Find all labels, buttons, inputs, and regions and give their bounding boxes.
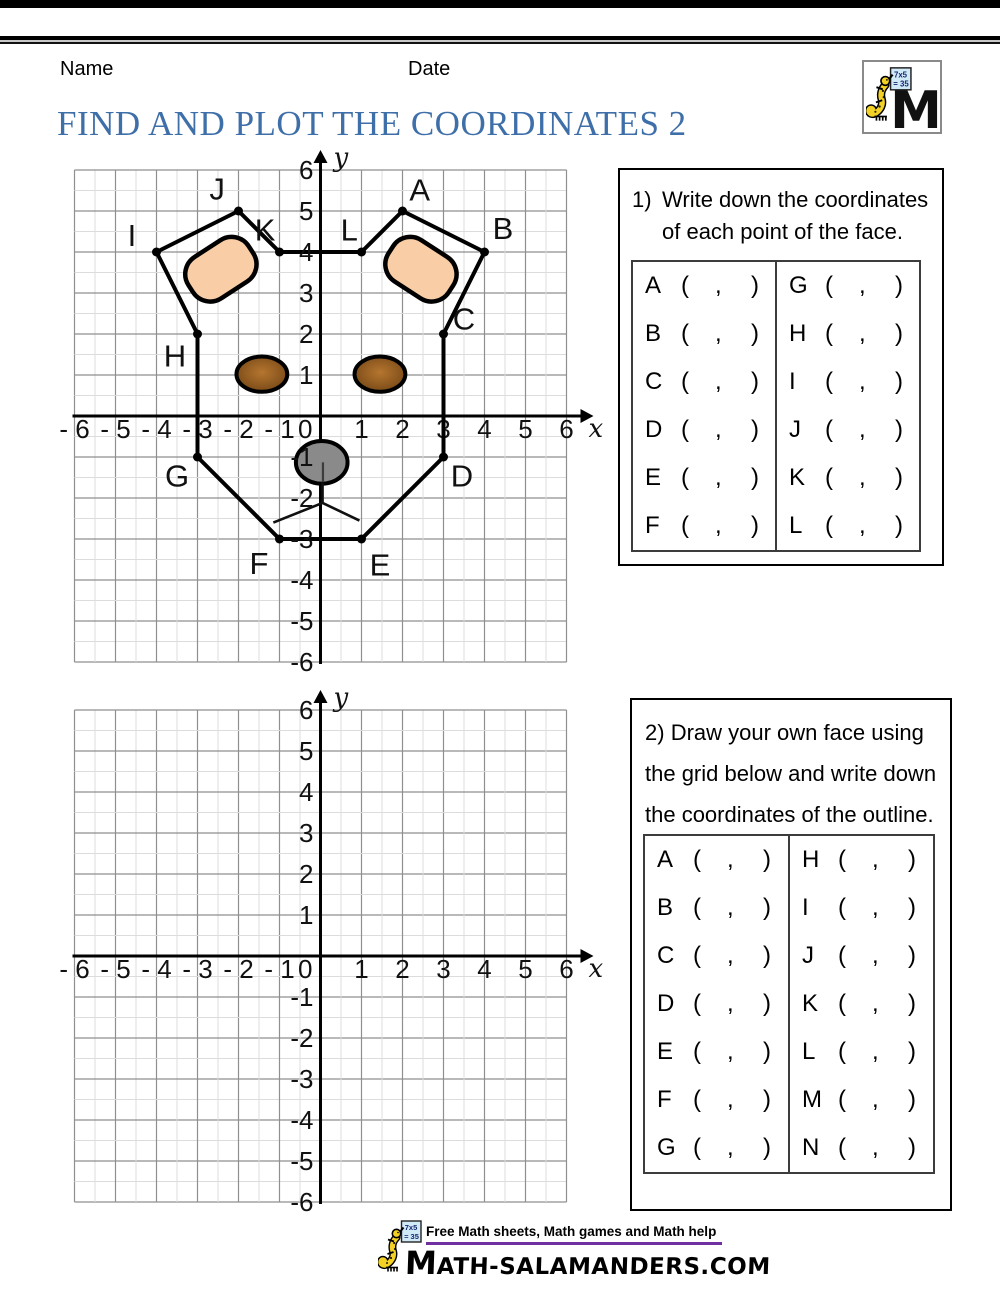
coords-table-2-letter-I: I: [802, 894, 809, 921]
coords-table-2-comma-L: ,: [872, 1038, 879, 1065]
coords-table-2-letter-N: N: [802, 1134, 820, 1161]
question-2-text: [645, 712, 936, 835]
coords-table-2-close-paren-K: ): [908, 990, 916, 1017]
coords-table-2-open-paren-C: (: [693, 942, 701, 969]
x-axis-letter: x: [588, 954, 604, 984]
coords-table-2-row-H: [790, 836, 933, 884]
coords-table-1-letter-I: I: [789, 368, 796, 395]
point-A: [398, 207, 407, 216]
coords-table-2-row-A: [645, 836, 788, 884]
x-tick-6: 6: [559, 954, 574, 984]
coords-table-1-letter-G: G: [789, 272, 808, 299]
coords-table-2-letter-H: H: [802, 846, 820, 873]
point-label-D: D: [450, 458, 474, 494]
coords-table-1-close-paren-H: ): [895, 320, 903, 347]
coords-table-1-row-B: [633, 310, 775, 358]
question-2-line-3: the coordinates of the outline.: [645, 802, 934, 827]
coords-table-1-open-paren-K: (: [825, 464, 833, 491]
coords-table-2-comma-D: ,: [727, 990, 734, 1017]
coords-table-1-close-paren-K: ): [895, 464, 903, 491]
point-label-K: K: [254, 212, 276, 248]
coords-table-1-open-paren-D: (: [681, 416, 689, 443]
x-tick-4: 4: [477, 414, 492, 444]
coords-table-1-open-paren-L: (: [825, 512, 833, 539]
coords-table-1-comma-B: ,: [715, 320, 722, 347]
point-F: [275, 535, 284, 544]
left-eye: [236, 357, 287, 392]
coords-table-1-open-paren-C: (: [681, 368, 689, 395]
coords-table-1-comma-G: ,: [859, 272, 866, 299]
x-tick-2: 2: [395, 414, 410, 444]
coords-table-1-close-paren-E: ): [751, 464, 759, 491]
coords-table-1-letter-K: K: [789, 464, 806, 491]
coords-table-1-row-I: [777, 358, 919, 406]
y-tick-6: 6: [299, 155, 314, 185]
coords-table-1-open-paren-F: (: [681, 512, 689, 539]
coords-table-1-close-paren-I: ): [895, 368, 903, 395]
x-tick--3: - 3: [182, 414, 213, 444]
point-G: [193, 453, 202, 462]
x-tick--2: - 2: [223, 414, 254, 444]
coordinates-table-1: [631, 260, 921, 552]
coords-table-2-row-B: [645, 884, 788, 932]
x-tick-1: 1: [354, 414, 369, 444]
point-D: [439, 453, 448, 462]
point-L: [357, 248, 366, 257]
coords-table-1-close-paren-F: ): [751, 512, 759, 539]
point-K: [275, 248, 284, 257]
coords-table-1-row-D: [633, 406, 775, 454]
y-tick--5: -5: [290, 606, 314, 636]
coords-table-2-open-paren-I: (: [838, 894, 846, 921]
x-tick-2: 2: [395, 954, 410, 984]
x-tick--2: - 2: [223, 954, 254, 984]
coords-table-2-open-paren-D: (: [693, 990, 701, 1017]
y-axis-arrow: [314, 690, 328, 703]
coords-table-2-open-paren-G: (: [693, 1134, 701, 1161]
question-1-number: 1): [632, 187, 652, 212]
coords-table-2-comma-C: ,: [727, 942, 734, 969]
coords-table-1-comma-D: ,: [715, 416, 722, 443]
coords-table-2-row-E: [645, 1028, 788, 1076]
point-B: [480, 248, 489, 257]
coords-table-2-open-paren-L: (: [838, 1038, 846, 1065]
coords-table-1-close-paren-G: ): [895, 272, 903, 299]
coords-table-2-row-L: [790, 1028, 933, 1076]
x-tick-5: 5: [518, 414, 533, 444]
coords-table-2-col-2: [788, 836, 933, 1172]
coords-table-1-close-paren-J: ): [895, 416, 903, 443]
page-title: FIND AND PLOT THE COORDINATES 2: [57, 104, 687, 143]
coords-table-1-letter-H: H: [789, 320, 807, 347]
coords-table-2-row-I: [790, 884, 933, 932]
right-eye: [355, 357, 406, 392]
coords-table-2-open-paren-F: (: [693, 1086, 701, 1113]
coords-table-2-comma-E: ,: [727, 1038, 734, 1065]
coords-table-1-open-paren-E: (: [681, 464, 689, 491]
coords-table-2-open-paren-K: (: [838, 990, 846, 1017]
coords-table-1-close-paren-A: ): [751, 272, 759, 299]
coords-table-2-row-D: [645, 980, 788, 1028]
coords-table-2-col-1: [645, 836, 788, 1172]
point-label-I: I: [127, 217, 137, 253]
logo-m-glyph: M: [890, 81, 942, 134]
coords-table-1-close-paren-D: ): [751, 416, 759, 443]
x-tick-3: 3: [436, 954, 451, 984]
grid-1: [59, 143, 603, 677]
coords-table-1-row-A: [633, 262, 775, 310]
coords-table-2-comma-J: ,: [872, 942, 879, 969]
coords-table-2-comma-B: ,: [727, 894, 734, 921]
coords-table-1-letter-J: J: [789, 416, 801, 443]
y-tick--2: -2: [290, 483, 314, 513]
y-tick--6: -6: [290, 1187, 314, 1217]
coords-table-1-open-paren-G: (: [825, 272, 833, 299]
x-axis-letter: x: [588, 414, 604, 444]
y-axis-letter: y: [333, 143, 349, 173]
y-axis-letter: y: [333, 683, 349, 713]
x-tick-5: 5: [518, 954, 533, 984]
y-axis-arrow: [314, 150, 328, 163]
coords-table-1-open-paren-I: (: [825, 368, 833, 395]
question-1-box: [618, 168, 944, 566]
y-tick--1: -1: [290, 442, 314, 472]
coords-table-2-close-paren-E: ): [763, 1038, 771, 1065]
coords-table-2-close-paren-C: ): [763, 942, 771, 969]
coords-table-2-close-paren-A: ): [763, 846, 771, 873]
point-label-A: A: [409, 172, 431, 208]
y-tick--3: -3: [290, 524, 314, 554]
coords-table-1-comma-I: ,: [859, 368, 866, 395]
point-label-L: L: [340, 212, 358, 248]
y-tick--5: -5: [290, 1146, 314, 1176]
point-label-J: J: [209, 171, 225, 207]
y-tick--1: -1: [290, 982, 314, 1012]
coords-table-2-row-G: [645, 1124, 788, 1172]
coords-table-2-row-K: [790, 980, 933, 1028]
coords-table-1-comma-A: ,: [715, 272, 722, 299]
y-tick--4: -4: [290, 1105, 314, 1135]
coords-table-2-close-paren-L: ): [908, 1038, 916, 1065]
coords-table-2-open-paren-B: (: [693, 894, 701, 921]
x-tick-3: 3: [436, 414, 451, 444]
point-label-E: E: [369, 547, 391, 583]
coords-table-1-row-H: [777, 310, 919, 358]
coords-table-1-comma-E: ,: [715, 464, 722, 491]
y-tick-6: 6: [299, 695, 314, 725]
coords-table-1-letter-C: C: [645, 368, 663, 395]
coords-table-1-letter-E: E: [645, 464, 662, 491]
point-label-F: F: [249, 545, 269, 581]
coords-table-2-open-paren-N: (: [838, 1134, 846, 1161]
point-J: [234, 207, 243, 216]
x-tick-0: 0: [298, 414, 313, 444]
point-label-H: H: [163, 338, 187, 374]
y-tick--3: -3: [290, 1064, 314, 1094]
coords-table-2-letter-B: B: [657, 894, 674, 921]
coords-table-2-open-paren-J: (: [838, 942, 846, 969]
coords-table-1-letter-D: D: [645, 416, 663, 443]
point-label-C: C: [452, 301, 476, 337]
footer-site-rest: ATH-SALAMANDERS.COM: [436, 1254, 772, 1280]
coords-table-2-close-paren-B: ): [763, 894, 771, 921]
coords-table-2-letter-M: M: [802, 1086, 822, 1113]
coords-table-1-comma-H: ,: [859, 320, 866, 347]
coords-table-2-letter-A: A: [657, 846, 674, 873]
x-tick-0: 0: [298, 954, 313, 984]
coords-table-1-comma-K: ,: [859, 464, 866, 491]
coords-table-1-comma-J: ,: [859, 416, 866, 443]
x-tick--4: - 4: [141, 954, 172, 984]
coords-table-2-open-paren-E: (: [693, 1038, 701, 1065]
coords-table-2-close-paren-F: ): [763, 1086, 771, 1113]
point-label-B: B: [492, 211, 514, 247]
coords-table-2-close-paren-H: ): [908, 846, 916, 873]
coords-table-2-comma-F: ,: [727, 1086, 734, 1113]
coords-table-2-letter-F: F: [657, 1086, 672, 1113]
coords-table-1-row-E: [633, 454, 775, 502]
coords-table-2-close-paren-D: ): [763, 990, 771, 1017]
y-tick-4: 4: [299, 777, 314, 807]
date-label: Date: [408, 58, 451, 80]
y-tick--4: -4: [290, 565, 314, 595]
grid-2: [59, 683, 603, 1217]
coords-table-2-letter-E: E: [657, 1038, 674, 1065]
coords-table-2-comma-A: ,: [727, 846, 734, 873]
left-ear: [177, 229, 264, 309]
coords-table-1-col-1: [633, 262, 775, 550]
footer: [378, 1218, 772, 1282]
point-C: [439, 330, 448, 339]
point-I: [152, 248, 161, 257]
coords-table-2-letter-C: C: [657, 942, 675, 969]
y-tick-5: 5: [299, 736, 314, 766]
coords-table-2-comma-G: ,: [727, 1134, 734, 1161]
coords-table-2-close-paren-J: ): [908, 942, 916, 969]
coords-table-1-close-paren-B: ): [751, 320, 759, 347]
coords-table-2-letter-G: G: [657, 1134, 676, 1161]
question-2-number: 2): [645, 720, 665, 745]
x-tick-4: 4: [477, 954, 492, 984]
right-ear: [377, 229, 464, 309]
coords-table-1-col-2: [775, 262, 919, 550]
footer-tagline: Free Math sheets, Math games and Math help: [426, 1224, 717, 1239]
point-H: [193, 330, 202, 339]
y-tick-5: 5: [299, 196, 314, 226]
coords-table-2-row-N: [790, 1124, 933, 1172]
coords-table-2-close-paren-N: ): [908, 1134, 916, 1161]
footer-site-m: M: [404, 1244, 438, 1282]
coords-table-2-comma-N: ,: [872, 1134, 879, 1161]
coords-table-2-open-paren-H: (: [838, 846, 846, 873]
question-1-line-1: Write down the coordinates: [662, 187, 929, 212]
y-tick-1: 1: [299, 900, 314, 930]
x-tick--5: - 5: [100, 414, 131, 444]
coords-table-2-open-paren-A: (: [693, 846, 701, 873]
coordinates-table-2: [643, 834, 935, 1174]
coords-table-2-letter-J: J: [802, 942, 814, 969]
x-tick--3: - 3: [182, 954, 213, 984]
name-label: Name: [60, 58, 114, 80]
x-tick--5: - 5: [100, 954, 131, 984]
coords-table-2-letter-K: K: [802, 990, 819, 1017]
coords-table-1-letter-B: B: [645, 320, 662, 347]
y-tick-2: 2: [299, 859, 314, 889]
coords-table-2-letter-L: L: [802, 1038, 816, 1065]
x-tick--1: - 1: [264, 954, 295, 984]
point-label-G: G: [164, 458, 190, 494]
y-tick-3: 3: [299, 818, 314, 848]
coords-table-2-comma-M: ,: [872, 1086, 879, 1113]
coords-table-1-comma-F: ,: [715, 512, 722, 539]
coords-table-2-letter-D: D: [657, 990, 675, 1017]
coords-table-1-open-paren-H: (: [825, 320, 833, 347]
point-E: [357, 535, 366, 544]
coords-table-2-open-paren-M: (: [838, 1086, 846, 1113]
coords-table-1-row-G: [777, 262, 919, 310]
coords-table-1-comma-L: ,: [859, 512, 866, 539]
coords-table-1-open-paren-B: (: [681, 320, 689, 347]
coords-table-2-comma-I: ,: [872, 894, 879, 921]
y-tick-3: 3: [299, 278, 314, 308]
coords-table-2-close-paren-M: ): [908, 1086, 916, 1113]
question-1-text: [632, 184, 928, 248]
coords-table-2-close-paren-I: ): [908, 894, 916, 921]
coords-table-1-close-paren-L: ): [895, 512, 903, 539]
x-tick-1: 1: [354, 954, 369, 984]
coords-table-1-open-paren-A: (: [681, 272, 689, 299]
y-tick-4: 4: [299, 237, 314, 267]
coords-table-1-row-L: [777, 502, 919, 550]
coords-table-2-row-C: [645, 932, 788, 980]
coords-table-1-close-paren-C: ): [751, 368, 759, 395]
coords-table-1-row-K: [777, 454, 919, 502]
coords-table-2-comma-K: ,: [872, 990, 879, 1017]
coords-table-1-row-J: [777, 406, 919, 454]
question-2-box: [630, 698, 952, 1211]
coords-table-1-letter-L: L: [789, 512, 803, 539]
coords-table-1-row-F: [633, 502, 775, 550]
coords-table-2-row-F: [645, 1076, 788, 1124]
x-tick--1: - 1: [264, 414, 295, 444]
y-tick-2: 2: [299, 319, 314, 349]
question-1-line-2: of each point of the face.: [662, 219, 903, 244]
coords-table-2-close-paren-G: ): [763, 1134, 771, 1161]
x-tick--6: - 6: [59, 954, 90, 984]
y-tick--2: -2: [290, 1023, 314, 1053]
coords-table-1-open-paren-J: (: [825, 416, 833, 443]
coords-table-1-comma-C: ,: [715, 368, 722, 395]
coords-table-1-row-C: [633, 358, 775, 406]
x-tick--4: - 4: [141, 414, 172, 444]
coords-table-1-letter-F: F: [645, 512, 660, 539]
question-2-line-2: the grid below and write down: [645, 761, 937, 786]
x-tick-6: 6: [559, 414, 574, 444]
y-tick--6: -6: [290, 647, 314, 677]
question-2-line-1: Draw your own face using: [670, 720, 924, 745]
coords-table-2-comma-H: ,: [872, 846, 879, 873]
x-tick--6: - 6: [59, 414, 90, 444]
coords-table-2-row-M: [790, 1076, 933, 1124]
y-tick-1: 1: [299, 360, 314, 390]
coords-table-2-row-J: [790, 932, 933, 980]
footer-site-name: [404, 1244, 771, 1282]
coords-table-1-letter-A: A: [645, 272, 662, 299]
